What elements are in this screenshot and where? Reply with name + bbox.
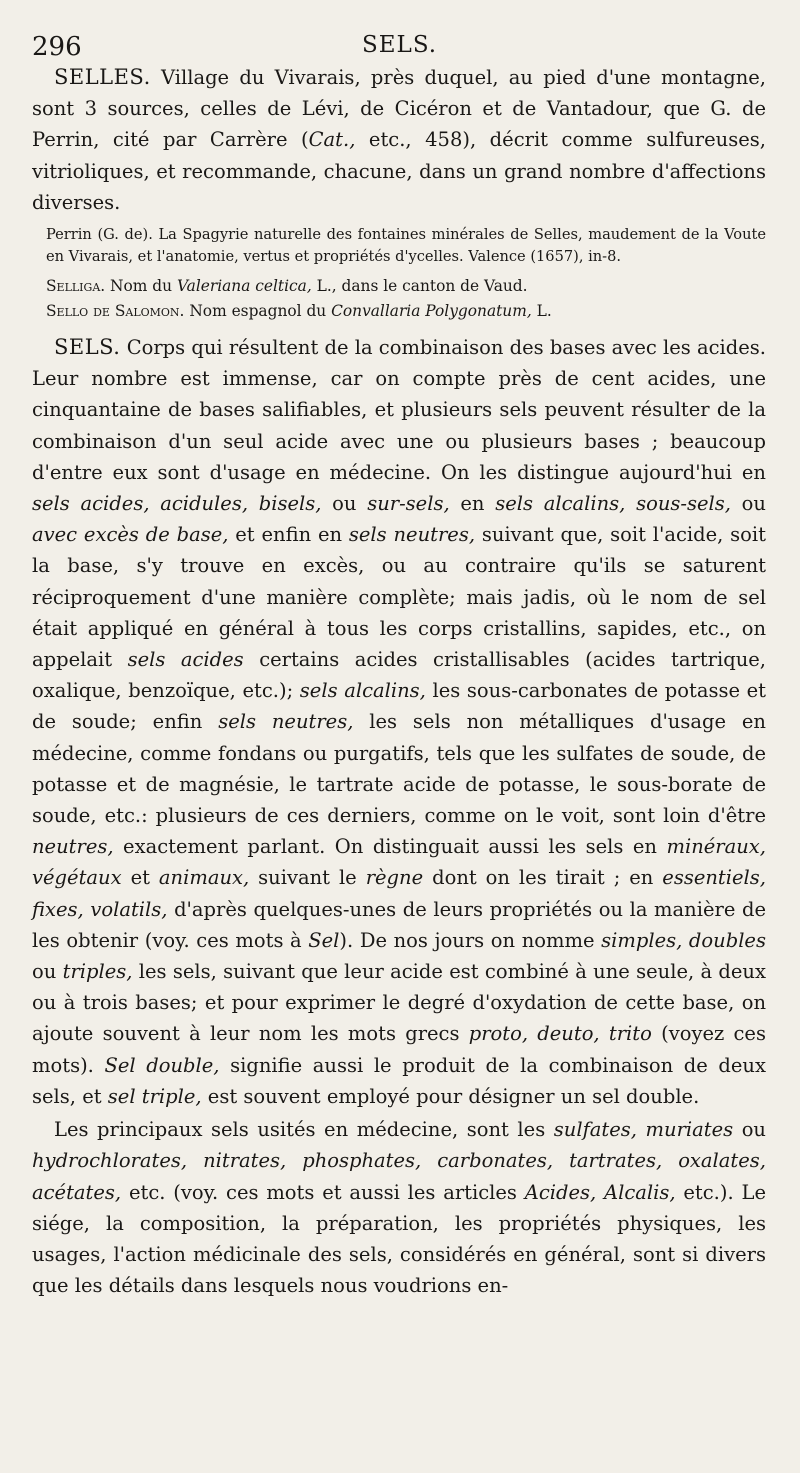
bibliographic-reference <box>46 224 766 268</box>
entry-sello-de-salomon: Sello de Salomon. Nom espagnol du Convallaria Polygonatum, L. <box>46 302 552 321</box>
entry-selliga: Selliga. Nom du Valeriana celtica, L., dans le canton de Vaud. <box>46 277 528 296</box>
entry-sels: SELS. Corps qui résultent de la combinaison des bases avec les acides. Leur nombre est immense, car on compte près de cent acides, une cinquantaine de bases salifiables, et plusieurs sels peuvent résulter de la combinaison d'un seul acide avec une ou plusieurs bases ; beaucoup d'entre eux sont d'usage en médecine. On les distingue aujourd'hui en sels acides, acidules, bisels, ou sur-sels, en sels alcalins, sous-sels, ou avec excès de base, et enfin en sels neutres, suivant que, soit l'acide, soit la base, s'y trouve en excès, ou au contraire qu'ils se saturent réciproquement d'une manière complète; mais jadis, où le nom de sel était appliqué en général à tous les corps cristallins, sapides, etc., on appelait sels acides certains acides cristallisables (acides tartrique, oxalique, benzoïque, etc.); sels alcalins, les sous-carbonates de potasse et de soude; enfin sels neutres, les sels non métalliques d'usage en médecine, comme fondans ou purgatifs, tels que les sulfates de soude, de potasse et de magnésie, le tartrate acide de potasse, le sous-borate de soude, etc.: plusieurs de ces derniers, comme on le voit, sont loin d'être neutres, exactement parlant. On distinguait aussi les sels en minéraux, végétaux et animaux, suivant le règne dont on les tirait ; en essentiels, fixes, volatils, d'après quelques-unes de leurs propriétés ou la manière de les obtenir (voy. ces mots à Sel). De nos jours on nomme simples, doubles ou triples, les sels, suivant que leur acide est combiné à une seule, à deux ou à trois bases; et pour exprimer le degré d'oxydation de cette base, on ajoute souvent à leur nom les mots grecs proto, deuto, trito (voyez ces mots). Sel double, signifie aussi le produit de la combinaison de deux sels, et sel triple, est souvent employé pour désigner un sel double. <box>32 335 767 1108</box>
reference-perrin: Perrin (G. de). La Spagyrie naturelle des fontaines minérales de Selles, maudement de la Voute en Vivarais, et l'anatomie, vertus et propriétés d'ycelles. Valence (1657), in-8. <box>46 226 766 266</box>
paragraph-principaux-sels: Les principaux sels usités en médecine, sont les sulfates, muriates ou hydrochlorates, nitrates, phosphates, carbonates, tartrates, oxalates, acétates, etc. (voy. ces mots et aussi les articles Acides, Alcalis, etc.). Le siége, la composition, la préparation, les propriétés physiques, les usages, l'action médicinale des sels, considérés en général, sont si divers que les détails dans lesquels nous voudrions en- <box>32 1118 766 1298</box>
headword-sello-de-salomon: Sello de Salomon. <box>46 302 185 321</box>
running-header <box>32 26 766 62</box>
entry-selles: SELLES. Village du Vivarais, près duquel, au pied d'une montagne, sont 3 sources, celles de Lévi, de Cicéron et de Vantadour, que G. de Perrin, cité par Carrère (Cat., etc., 458), décrit comme sulfureuses, vitrioliques, et recommande, chacune, dans un grand nombre d'affections diverses. <box>32 65 766 214</box>
headword-selliga: Selliga. <box>46 277 106 296</box>
headword-selles: SELLES. <box>54 65 151 89</box>
page-number: 296 <box>32 32 82 62</box>
headword-sels: SELS. <box>54 335 121 360</box>
running-title: SELS. <box>362 32 438 58</box>
